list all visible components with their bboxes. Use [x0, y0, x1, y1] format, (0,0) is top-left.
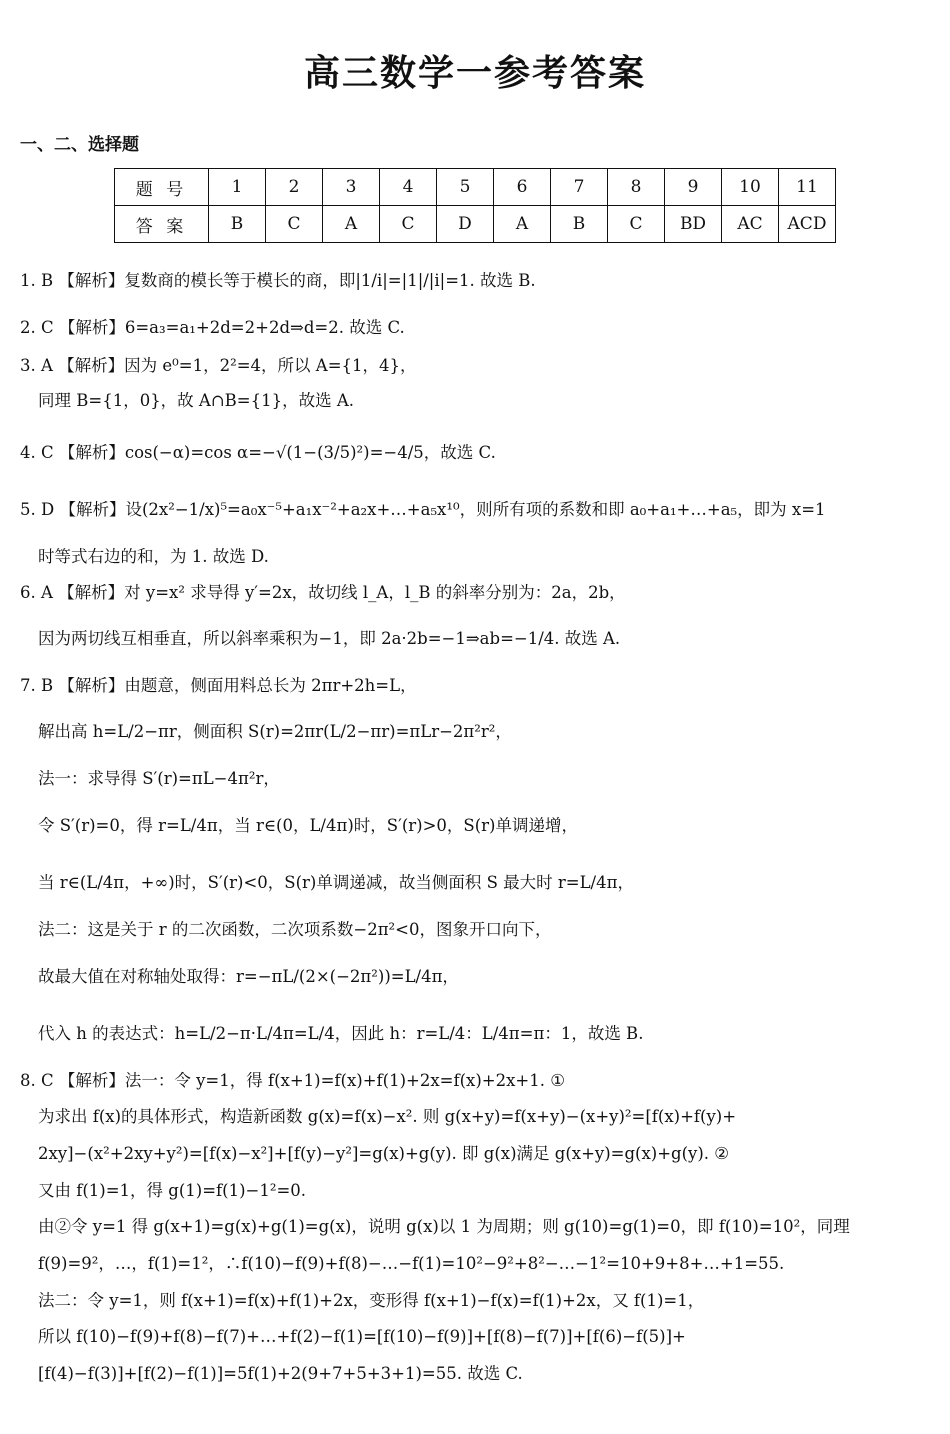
solution-line-q6b: 因为两切线互相垂直，所以斜率乘积为−1，即 2a·2b=−1⇒ab=−1/4. 故选 A. — [38, 629, 621, 648]
table-cell: 4 — [380, 169, 437, 206]
solution-line-q8d: 又由 f(1)=1，得 g(1)=f(1)−1²=0. — [38, 1181, 307, 1200]
solution-line-q2: 2. C 【解析】6=a₃=a₁+2d=2+2d⇒d=2. 故选 C. — [20, 318, 405, 337]
solution-line-q8b: 为求出 f(x)的具体形式，构造新函数 g(x)=f(x)−x². 则 g(x+y)=f(x+y)−(x+y)²=[f(x)+f(y)+ — [38, 1107, 737, 1126]
table-cell: 3 — [323, 169, 380, 206]
table-cell: A — [323, 206, 380, 243]
table-row-numbers — [115, 169, 836, 206]
solution-line-q7e: 当 r∈(L/4π，+∞)时，S′(r)<0，S(r)单调递减，故当侧面积 S 最大时 r=L/4π， — [38, 873, 634, 892]
solution-line-q7c: 法一：求导得 S′(r)=πL−4π²r， — [38, 769, 280, 788]
row-label-answer: 答 案 — [115, 206, 209, 243]
table-cell: 7 — [551, 169, 608, 206]
solution-line-q4: 4. C 【解析】cos(−α)=cos α=−√(1−(3/5)²)=−4/5，故选 C. — [20, 443, 496, 462]
solution-line-q7g: 故最大值在对称轴处取得：r=−πL/(2×(−2π²))=L/4π， — [38, 967, 459, 986]
solution-line-q8i: [f(4)−f(3)]+[f(2)−f(1)]=5f(1)+2(9+7+5+3+1)=55. 故选 C. — [38, 1364, 523, 1383]
page-title: 高三数学一参考答案 — [303, 53, 646, 94]
solution-line-q3a: 3. A 【解析】因为 e⁰=1，2²=4，所以 A={1，4}， — [20, 356, 417, 375]
table-cell: C — [266, 206, 323, 243]
solution-line-q5a: 5. D 【解析】设(2x²−1/x)⁵=a₀x⁻⁵+a₁x⁻²+a₂x+…+a₅x¹⁰，则所有项的系数和即 a₀+a₁+…+a₅，即为 x=1 — [20, 500, 826, 519]
solution-line-q1: 1. B 【解析】复数商的模长等于模长的商，即|1/i|=|1|/|i|=1. 故选 B. — [20, 271, 536, 290]
table-cell: 8 — [608, 169, 665, 206]
table-cell: ACD — [779, 206, 836, 243]
table-cell: C — [380, 206, 437, 243]
table-cell: 11 — [779, 169, 836, 206]
section-heading: 一、二、选择题 — [20, 135, 139, 155]
solution-line-q3b: 同理 B={1，0}，故 A∩B={1}，故选 A. — [38, 391, 355, 410]
solution-line-q7a: 7. B 【解析】由题意，侧面用料总长为 2πr+2h=L， — [20, 676, 417, 695]
table-row-answers — [115, 206, 836, 243]
solution-line-q7h: 代入 h 的表达式：h=L/2−π·L/4π=L/4，因此 h：r=L/4：L/4π=π：1，故选 B. — [38, 1024, 644, 1043]
solution-line-q8f: f(9)=9²，…，f(1)=1²，∴f(10)−f(9)+f(8)−…−f(1)=10²−9²+8²−…−1²=10+9+8+…+1=55. — [38, 1254, 785, 1273]
table-cell: 1 — [209, 169, 266, 206]
solution-line-q7b: 解出高 h=L/2−πr，侧面积 S(r)=2πr(L/2−πr)=πLr−2π²r²， — [38, 722, 512, 741]
table-cell: 5 — [437, 169, 494, 206]
table-cell: 2 — [266, 169, 323, 206]
table-cell: AC — [722, 206, 779, 243]
solution-line-q8e: 由②令 y=1 得 g(x+1)=g(x)+g(1)=g(x)，说明 g(x)以 1 为周期；则 g(10)=g(1)=0，即 f(10)=10²，同理 — [38, 1217, 850, 1236]
row-label-number: 题 号 — [115, 169, 209, 206]
solution-line-q6a: 6. A 【解析】对 y=x² 求导得 y′=2x，故切线 l_A，l_B 的斜率分别为：2a，2b， — [20, 583, 626, 602]
answer-table — [114, 168, 836, 243]
table-cell: C — [608, 206, 665, 243]
table-cell: B — [209, 206, 266, 243]
solution-line-q5b: 时等式右边的和，为 1. 故选 D. — [38, 547, 269, 566]
table-cell: 10 — [722, 169, 779, 206]
solution-line-q8c: 2xy]−(x²+2xy+y²)=[f(x)−x²]+[f(y)−y²]=g(x)+g(y). 即 g(x)满足 g(x+y)=g(x)+g(y). ② — [38, 1144, 730, 1163]
solution-line-q8g: 法二：令 y=1，则 f(x+1)=f(x)+f(1)+2x，变形得 f(x+1)−f(x)=f(1)+2x，又 f(1)=1， — [38, 1291, 705, 1310]
solution-line-q8a: 8. C 【解析】法一：令 y=1，得 f(x+1)=f(x)+f(1)+2x=f(x)+2x+1. ① — [20, 1071, 565, 1090]
table-cell: A — [494, 206, 551, 243]
table-cell: D — [437, 206, 494, 243]
solution-line-q7f: 法二：这是关于 r 的二次函数，二次项系数−2π²<0，图象开口向下， — [38, 920, 552, 939]
table-cell: 6 — [494, 169, 551, 206]
solution-line-q8h: 所以 f(10)−f(9)+f(8)−f(7)+…+f(2)−f(1)=[f(10)−f(9)]+[f(8)−f(7)]+[f(6)−f(5)]+ — [38, 1327, 686, 1346]
table-cell: 9 — [665, 169, 722, 206]
table-cell: B — [551, 206, 608, 243]
table-cell: BD — [665, 206, 722, 243]
solution-line-q7d: 令 S′(r)=0，得 r=L/4π，当 r∈(0，L/4π)时，S′(r)>0，S(r)单调递增， — [38, 816, 578, 835]
